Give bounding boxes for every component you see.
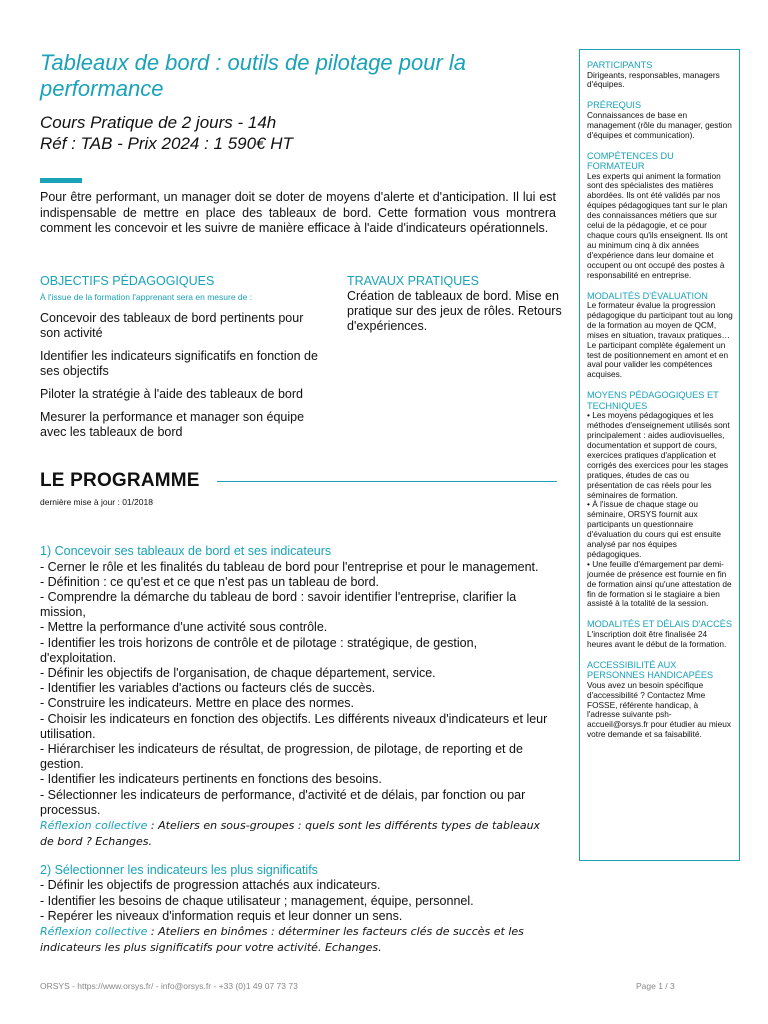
participants-heading: PARTICIPANTS [587,60,653,70]
module-line: - Construire les indicateurs. Mettre en place des normes. [40,696,355,711]
module-line: - Repérer les niveaux d'information requis et leur donner un sens. [40,908,403,923]
module-line: - Mettre la performance d'une activité sous contrôle. [40,620,328,635]
module-line: - Identifier les besoins de chaque utilisateur ; management, équipe, personnel. [40,893,474,908]
accessibility-heading: ACCESSIBILITÉ AUX PERSONNES HANDICAPÉES [587,659,714,681]
evaluation-text-1: Le formateur évalue la progression pédagogique du participant tout au long de la formation au moyen de QCM, mises en situation, travaux pratiques… [587,300,733,340]
module-line: - Identifier les variables d'actions ou facteurs clés de succès. [40,681,376,696]
module-heading: 1) Concevoir ses tableaux de bord et ses indicateurs [40,544,332,558]
module-line: - Définir les objectifs de l'organisation, de chaque département, service. [40,665,436,680]
objectives-heading: OBJECTIFS PÉDAGOGIQUES [40,274,215,288]
course-duration: Cours Pratique de 2 jours - 14h [40,113,277,132]
reflection-text: : Ateliers en binômes : déterminer les facteurs clés de succès et les indicateurs les plus significatifs pour votre activité. Echanges. [40,925,524,955]
footer-page-number: Page 1 / 3 [636,981,675,991]
intro-paragraph: Pour être performant, un manager doit se doter de moyens d'alerte et d'anticipation. Il lui est indispensable de mettre en place des tableaux de bord. Cette formation vous montrera comment les concevoir et les suivre de manière efficace à l'aide d'indicateurs opérationnels. [40,190,556,235]
course-title: Tableaux de bord : outils de pilotage pour la performance [40,50,467,101]
course-reference-price: Réf : TAB - Prix 2024 : 1 590€ HT [40,134,293,153]
means-item: • À l'issue de chaque stage ou séminaire, ORSYS fournit aux participants un questionnaire d'évaluation du cours qui est ensuite analysé par nos équipes pédagogiques. [587,499,721,559]
module-1 [40,544,556,850]
program-divider [217,481,557,482]
accent-bar [40,178,82,183]
module-line: - Identifier les trois horizons de contrôle et de pilotage : stratégique, de gestion, d'exploitation. [40,635,478,665]
course-subtitle [40,112,540,154]
prereq-text: Connaissances de base en management (rôle du manager, gestion d'équipes et communication). [587,109,732,140]
access-text: L'inscription doit être finalisée 24 heures avant le début de la formation. [587,628,727,649]
practical-heading: TRAVAUX PRATIQUES [347,274,479,288]
program-title: LE PROGRAMME [40,470,200,491]
module-reflection [40,818,556,850]
means-item: • Une feuille d'émargement par demi-journée de présence est fournie en fin de formation ainsi qu'une attestation de fin de formation si le stagiaire a bien assisté à la totalité de la session. [587,558,732,609]
reflection-text: : Ateliers en sous-groupes : quels sont les différents types de tableaux de bord ? Echanges. [40,818,541,848]
objective-item: Piloter la stratégie à l'aide des tableaux de bord [40,387,303,401]
objective-item: Concevoir des tableaux de bord pertinents pour son activité [40,311,304,340]
footer-contact: ORSYS - https://www.orsys.fr/ - info@orsys.fr - +33 (0)1 49 07 73 73 [40,981,298,991]
trainer-heading: COMPÉTENCES DU FORMATEUR [587,150,674,172]
practical-text: Création de tableaux de bord. Mise en pratique sur des jeux de rôles. Retours d'expériences. [347,289,562,333]
module-line: - Cerner le rôle et les finalités du tableau de bord pour l'entreprise et pour le management. [40,559,539,574]
practical-section [347,274,569,334]
objectives-subheading: À l'issue de la formation l'apprenant sera en mesure de : [40,292,253,302]
info-sidebar [579,49,740,861]
last-updated: dernière mise à jour : 01/2018 [40,497,153,507]
module-reflection [40,924,556,956]
reflection-label: Réflexion collective [40,925,148,939]
objective-item: Identifier les indicateurs significatifs en fonction de ses objectifs [40,349,318,378]
objective-item: Mesurer la performance et manager son équipe avec les tableaux de bord [40,410,305,439]
module-line: - Définition : ce qu'est et ce que n'est pas un tableau de bord. [40,574,380,589]
module-line: - Comprendre la démarche du tableau de bord : savoir identifier l'entreprise, clarifier la mission, [40,589,517,620]
access-heading: MODALITÉS ET DÉLAIS D'ACCÈS [587,619,733,630]
objectives-section [40,274,326,448]
means-item: • Les moyens pédagogiques et les méthodes d'enseignement utilisés sont principalement : aides audiovisuelles, documentation et support de cours, exercices pratiques d'application et corrigés des exercices pour les stages pratiques, études de cas ou présentation de cas réels pour les séminaires de formation. [587,410,730,500]
module-line: - Identifier les indicateurs pertinents en fonctions des besoins. [40,772,382,787]
program-modules [40,544,556,969]
module-line: - Définir les objectifs de progression attachés aux indicateurs. [40,878,381,893]
module-line: - Choisir les indicateurs en fonction des objectifs. Les différents niveaux d'indicateurs et leur utilisation. [40,711,548,741]
means-heading: MOYENS PÉDAGOGIQUES ET TECHNIQUES [587,390,719,411]
module-line: - Sélectionner les indicateurs de performance, d'activité et de délais, par fonction ou par processus. [40,787,526,817]
module-line: - Hiérarchiser les indicateurs de résultat, de progression, de pilotage, de reporting et de gestion. [40,741,523,772]
accessibility-text: Vous avez un besoin spécifique d'accessibilité ? Contactez Mme FOSSE, référente handicap, à l'adresse suivante psh-accueil@orsys.fr pour étudier au mieux votre demande et sa faisabilité. [587,679,732,740]
evaluation-text-2: Le participant complète également un test de positionnement en amont et en aval pour valider les compétences acquises. [587,339,729,380]
trainer-text: Les experts qui animent la formation sont des spécialistes des matières abordées. Ils ont été validés par nos équipes pédagogiques tant sur le plan des connaissances métiers que sur celui de la pédagogie, et ce pour chaque cours qu'ils enseignent. Ils ont au minimum cinq à dix années d'expérience dans leur domaine et occupent ou ont occupé des postes à responsabilité en entreprise. [587,170,728,280]
participants-text: Dirigeants, responsables, managers d'équipes. [587,69,720,90]
prereq-heading: PRÉREQUIS [587,100,642,111]
evaluation-heading: MODALITÉS D'ÉVALUATION [587,290,708,301]
module-2 [40,863,556,956]
module-heading: 2) Sélectionner les indicateurs les plus significatifs [40,862,318,877]
reflection-label: Réflexion collective [40,818,148,832]
